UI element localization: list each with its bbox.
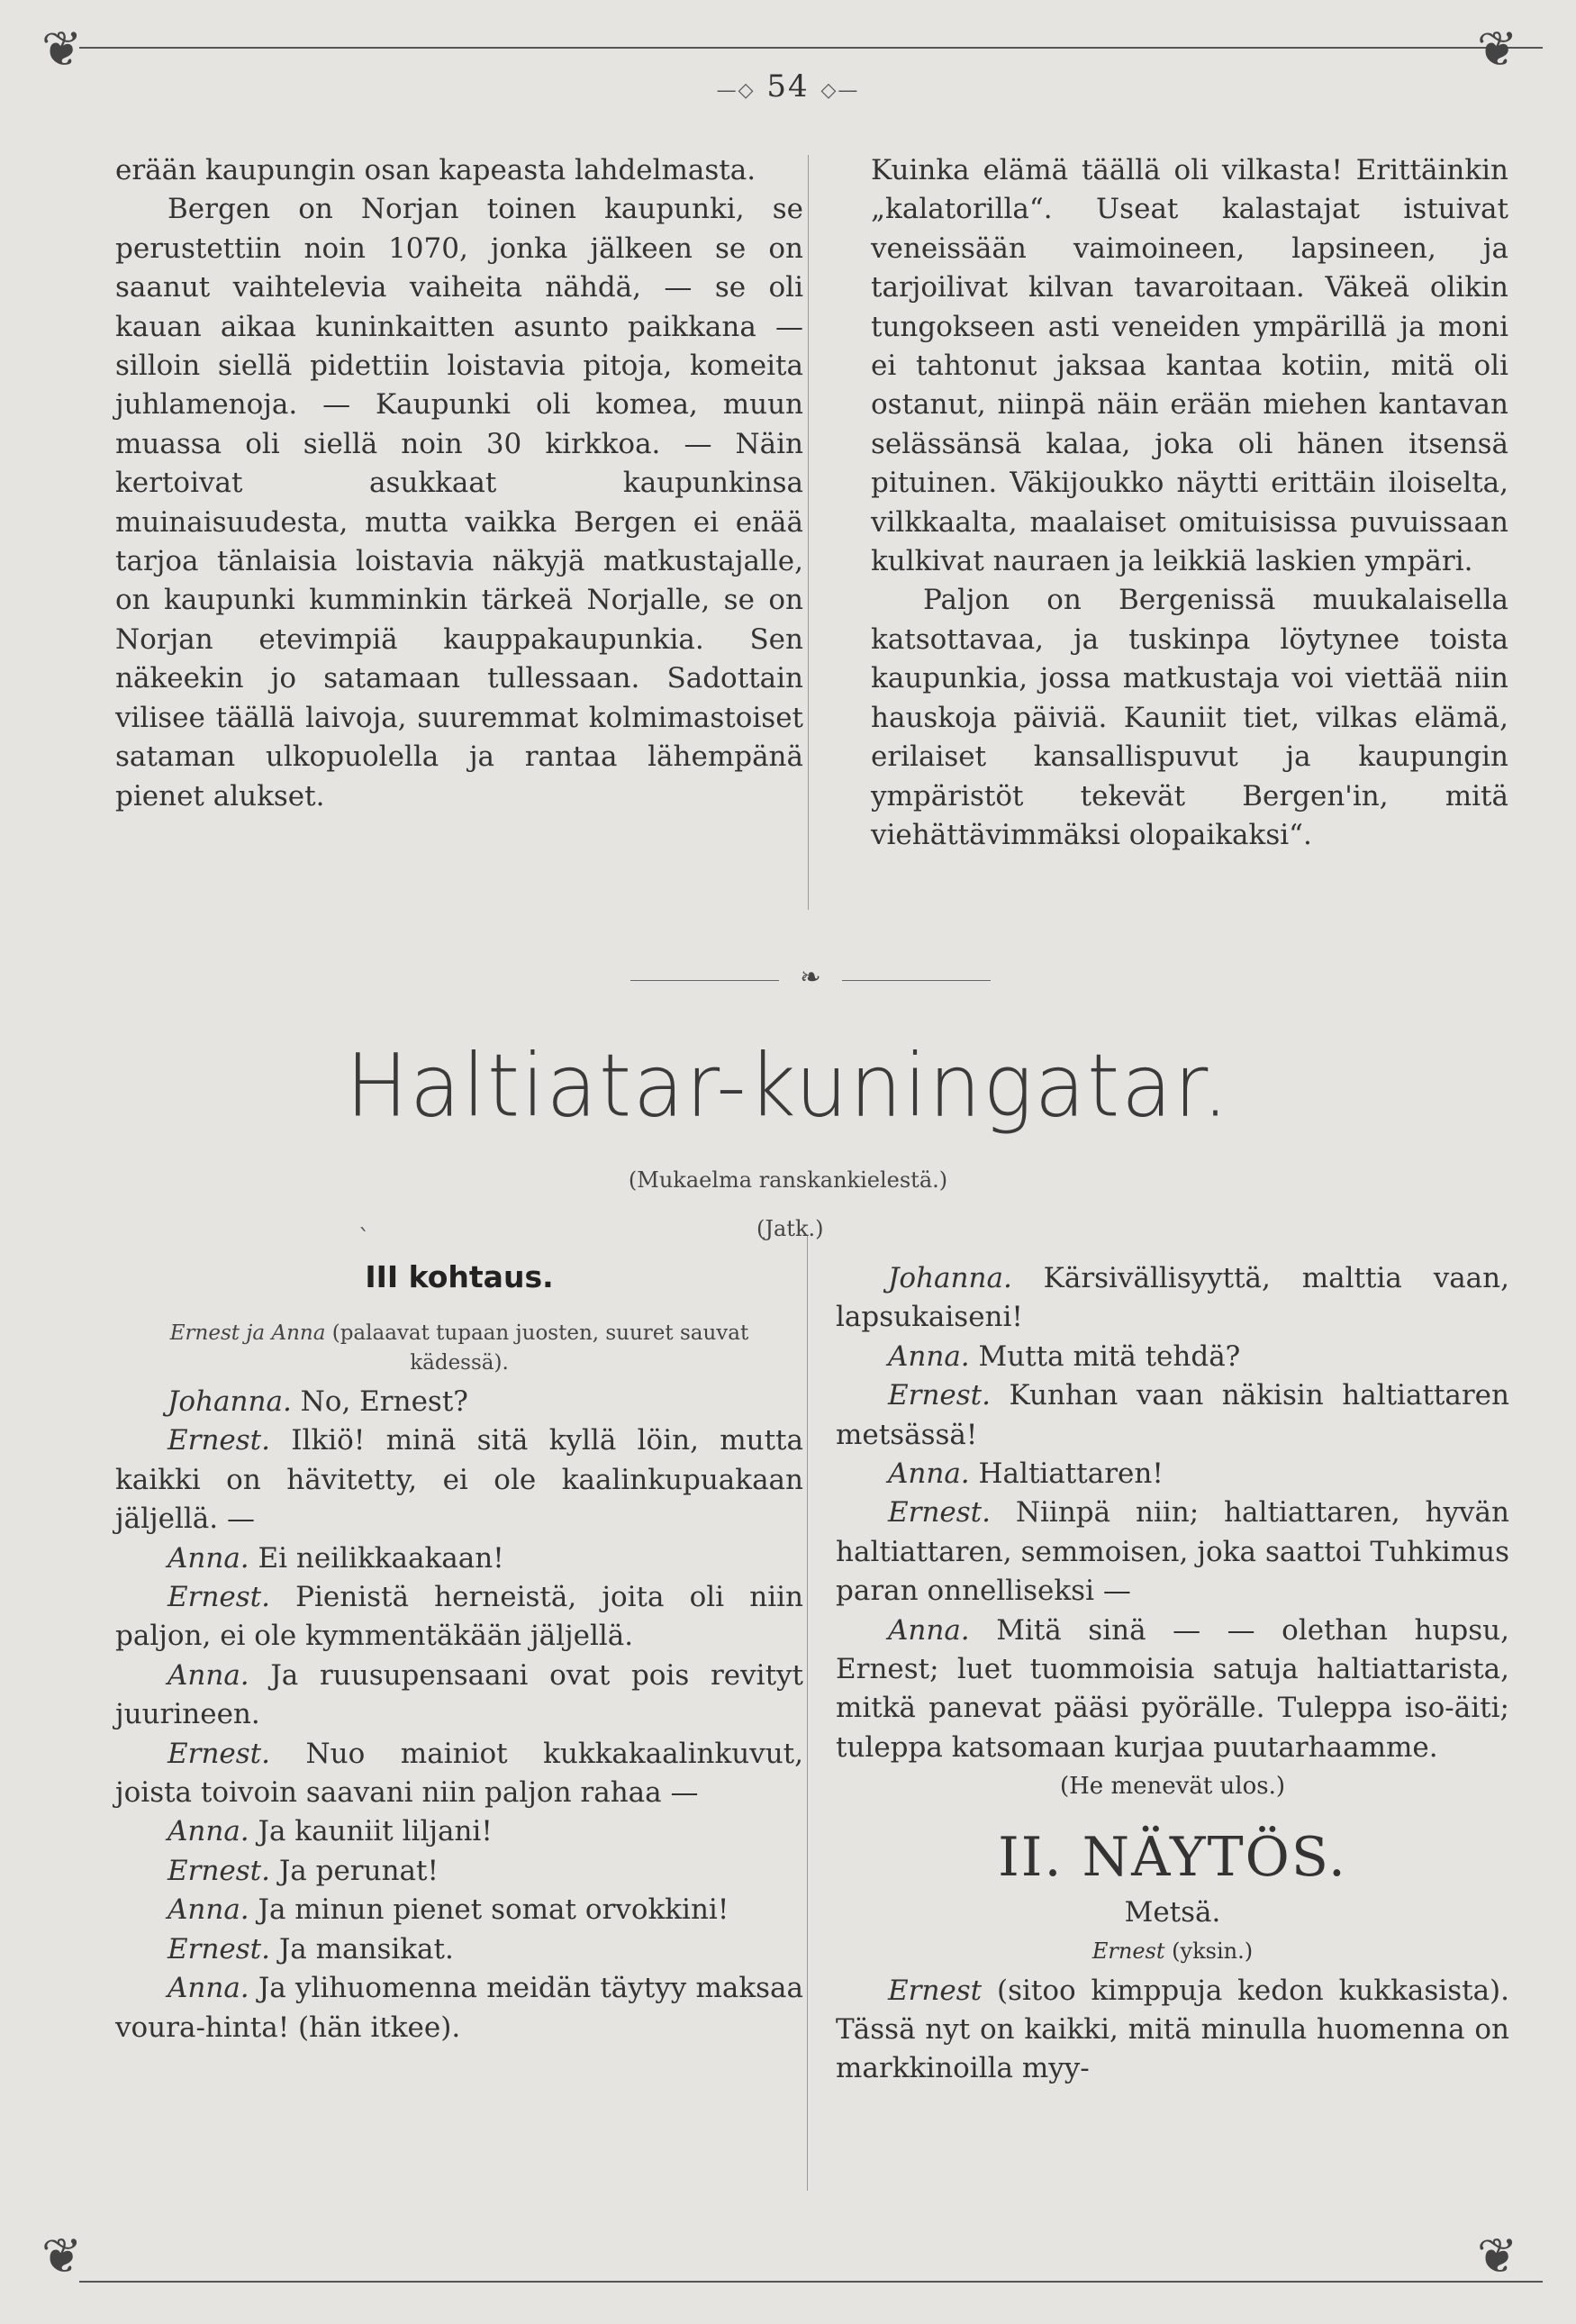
corner-ornament-icon: ❦ bbox=[41, 21, 83, 77]
line-text: Mitä sinä — — olethan hupsu, Ernest; luet tuommoisia satuja haltiattarista, mitkä panevat pääsi pyörälle. Tuleppa iso-äiti; tuleppa katsomaan kurjaa puutarhaamme. bbox=[836, 1613, 1509, 1764]
line-text: Ei neilikkaakaan! bbox=[258, 1541, 504, 1575]
stage-direction-speakers: Ernest ja Anna bbox=[169, 1321, 326, 1345]
line-text: Ja ylihuomenna meidän täytyy maksaa voura-hinta! (hän itkee). bbox=[115, 1972, 803, 2044]
dialogue-line bbox=[115, 1421, 803, 1539]
dialogue-line bbox=[115, 1735, 803, 1813]
dialogue-line bbox=[836, 1493, 1509, 1611]
column-divider bbox=[807, 1236, 808, 2191]
play-right-column bbox=[836, 1259, 1509, 2089]
page-number-ornament-right: ◇— bbox=[820, 79, 860, 102]
article-paragraph: Paljon on Bergenissä muukalaisella katsottavaa, ja tuskinpa löytynee toista kaupunkia, jossa matkustaja voi viettää niin hauskoja päiviä. Kauniit tiet, vilkas elämä, erilaiset kansallispuvut ja kaupungin ympäristöt tekevät Bergen'in, mitä viehättävimmäksi olopaikaksi“. bbox=[871, 584, 1508, 851]
speaker: Anna. bbox=[888, 1613, 970, 1647]
dialogue-line bbox=[115, 1812, 803, 1851]
speck-mark: ˋ bbox=[358, 1225, 370, 1252]
line-text: Ja perunat! bbox=[278, 1854, 439, 1887]
dialogue-line bbox=[115, 1891, 803, 1929]
speaker: Anna. bbox=[168, 1893, 249, 1927]
dialogue-line bbox=[115, 1539, 803, 1578]
speaker: Johanna. bbox=[888, 1262, 1012, 1294]
line-text: Ilkiö! minä sitä kyllä löin, mutta kaikki on hävitetty, ei ole kaalinkupuakaan jäljellä. — bbox=[115, 1424, 803, 1536]
act-stage-direction bbox=[836, 1932, 1509, 1971]
page-number bbox=[0, 68, 1576, 104]
flourish-icon: ❧ bbox=[800, 962, 821, 992]
dialogue-line bbox=[836, 1338, 1509, 1376]
speaker: Ernest. bbox=[168, 1424, 270, 1457]
line-text: Ja minun pienet somat orvokkini! bbox=[258, 1893, 729, 1927]
play-left-column bbox=[115, 1383, 803, 2047]
dialogue-line bbox=[836, 1972, 1509, 2089]
speaker: Ernest. bbox=[888, 1379, 991, 1412]
page-number-value: 54 bbox=[766, 68, 810, 104]
line-text: Ja ruusupensaani ovat pois revityt juurineen. bbox=[115, 1658, 803, 1731]
speaker: Ernest. bbox=[168, 1581, 270, 1614]
dialogue-line bbox=[115, 1657, 803, 1735]
speaker: Ernest. bbox=[168, 1932, 270, 1965]
stage-direction bbox=[144, 1319, 774, 1378]
dialogue-line bbox=[115, 1852, 803, 1891]
stage-direction-text: (palaavat tupaan juosten, suuret sauvat kädessä). bbox=[331, 1321, 749, 1375]
section-divider bbox=[630, 962, 991, 992]
corner-ornament-icon: ❦ bbox=[1477, 2228, 1518, 2284]
article-paragraph: Bergen on Norjan toinen kaupunki, se perustettiin noin 1070, jonka jälkeen se on saanut vaihtelevia vaiheita nähdä, — se oli kauan aikaa kuninkaitten asunto paikkana — silloin siellä pidettiin loistavia pitoja, komeita juhlamenoja. — Kaupunki oli komea, muun muassa oli siellä noin 30 kirkkoa. — Näin kertoivat asukkaat kaupunkinsa muinaisuudesta, mutta vaikka Bergen ei enää tarjoa tänlaisia loistavia näkyjä matkustajalle, on kaupunki kumminkin tärkeä Norjalle, se on Norjan etevimpiä kauppakaupunkia. Sen näkeekin jo satamaan tullessaan. Sadottain vilisee täällä laivoja, suuremmat kolmimastoiset sataman ulkopuolella ja rantaa lähempänä pienet alukset. bbox=[115, 193, 803, 812]
speaker: Anna. bbox=[168, 1541, 249, 1575]
corner-ornament-icon: ❦ bbox=[1477, 21, 1518, 77]
scene-heading: III kohtaus. bbox=[365, 1259, 554, 1294]
continued-note: (Jatk.) bbox=[756, 1216, 824, 1241]
line-text: Pienistä herneistä, joita oli niin paljon, ei ole kymmentäkään jäljellä. bbox=[115, 1581, 804, 1653]
dialogue-line bbox=[836, 1455, 1509, 1493]
article-right-column bbox=[871, 151, 1508, 855]
speaker: Johanna. bbox=[168, 1385, 292, 1418]
line-text: Niinpä niin; haltiattaren, hyvän haltiattaren, semmoisen, joka saattoi Tuhkimus paran onnelliseksi — bbox=[836, 1496, 1509, 1608]
page-number-ornament-left: —◇ bbox=[716, 79, 756, 102]
dialogue-line bbox=[836, 1259, 1509, 1338]
play-title: Haltiatar-kuningatar. bbox=[345, 1035, 1231, 1137]
speaker: Ernest. bbox=[168, 1737, 270, 1770]
line-text: Tässä nyt on kaikki, mitä minulla huomenna on markkinoilla myy- bbox=[836, 2012, 1509, 2085]
line-direction: (sitoo kimppuja kedon kukkasista). bbox=[996, 1974, 1509, 2007]
speaker: Ernest. bbox=[888, 1496, 991, 1530]
act-heading: II. NÄYTÖS. bbox=[998, 1825, 1347, 1889]
exit-stage-direction: (He menevät ulos.) bbox=[1059, 1773, 1285, 1801]
direction-text: (yksin.) bbox=[1172, 1938, 1254, 1965]
line-text: Kärsivällisyyttä, malttia vaan, lapsukaiseni! bbox=[836, 1262, 1509, 1334]
dialogue-line bbox=[836, 1376, 1509, 1455]
line-text: Mutta mitä tehdä? bbox=[978, 1339, 1241, 1373]
scene-place: Metsä. bbox=[1124, 1895, 1221, 1929]
dialogue-line bbox=[115, 1383, 803, 1421]
line-text: Ja mansikat. bbox=[278, 1932, 454, 1965]
article-paragraph: erään kaupungin osan kapeasta lahdelmasta. bbox=[115, 154, 756, 186]
dialogue-line bbox=[115, 1930, 803, 1969]
speaker: Ernest bbox=[1091, 1938, 1165, 1965]
dialogue-line bbox=[115, 1578, 803, 1657]
speaker: Anna. bbox=[888, 1339, 970, 1373]
speaker: Ernest. bbox=[168, 1854, 270, 1887]
article-paragraph: Kuinka elämä täällä oli vilkasta! Erittäinkin „kalatorilla“. Useat kalastajat istuivat veneissään vaimoineen, lapsineen, ja tarjoilivat kilvan tavaroitaan. Väkeä olikin tungokseen asti veneiden ympärillä ja moni ei tahtonut jaksaa kantaa kotiin, mitä oli ostanut, niinpä näin erään miehen kantavan selässänsä kalaa, joka oli hänen itsensä pituinen. Väkijoukko näytti erittäin iloiselta, vilkkaalta, maalaiset omituisissa puvuissaan kulkivat nauraen ja leikkiä laskien ympäri. bbox=[871, 154, 1508, 578]
line-text: No, Ernest? bbox=[300, 1385, 468, 1418]
dialogue-line bbox=[836, 1611, 1509, 1768]
corner-ornament-icon: ❦ bbox=[41, 2228, 83, 2284]
line-text: Ja kauniit liljani! bbox=[258, 1815, 493, 1848]
speaker: Anna. bbox=[888, 1457, 970, 1491]
dialogue-line bbox=[115, 1969, 803, 2047]
column-divider bbox=[808, 155, 809, 910]
speaker: Anna. bbox=[168, 1815, 249, 1848]
speaker: Anna. bbox=[168, 1972, 249, 2005]
article-left-column bbox=[115, 151, 803, 816]
play-subtitle: (Mukaelma ranskankielestä.) bbox=[628, 1167, 948, 1193]
line-text: Kunhan vaan näkisin haltiattaren metsässä! bbox=[836, 1379, 1509, 1451]
line-text: Haltiattaren! bbox=[978, 1457, 1164, 1491]
speaker: Ernest bbox=[888, 1974, 983, 2007]
line-text: Nuo mainiot kukkakaalinkuvut, joista toivoin saavani niin paljon rahaa — bbox=[115, 1737, 803, 1810]
speaker: Anna. bbox=[168, 1658, 249, 1692]
